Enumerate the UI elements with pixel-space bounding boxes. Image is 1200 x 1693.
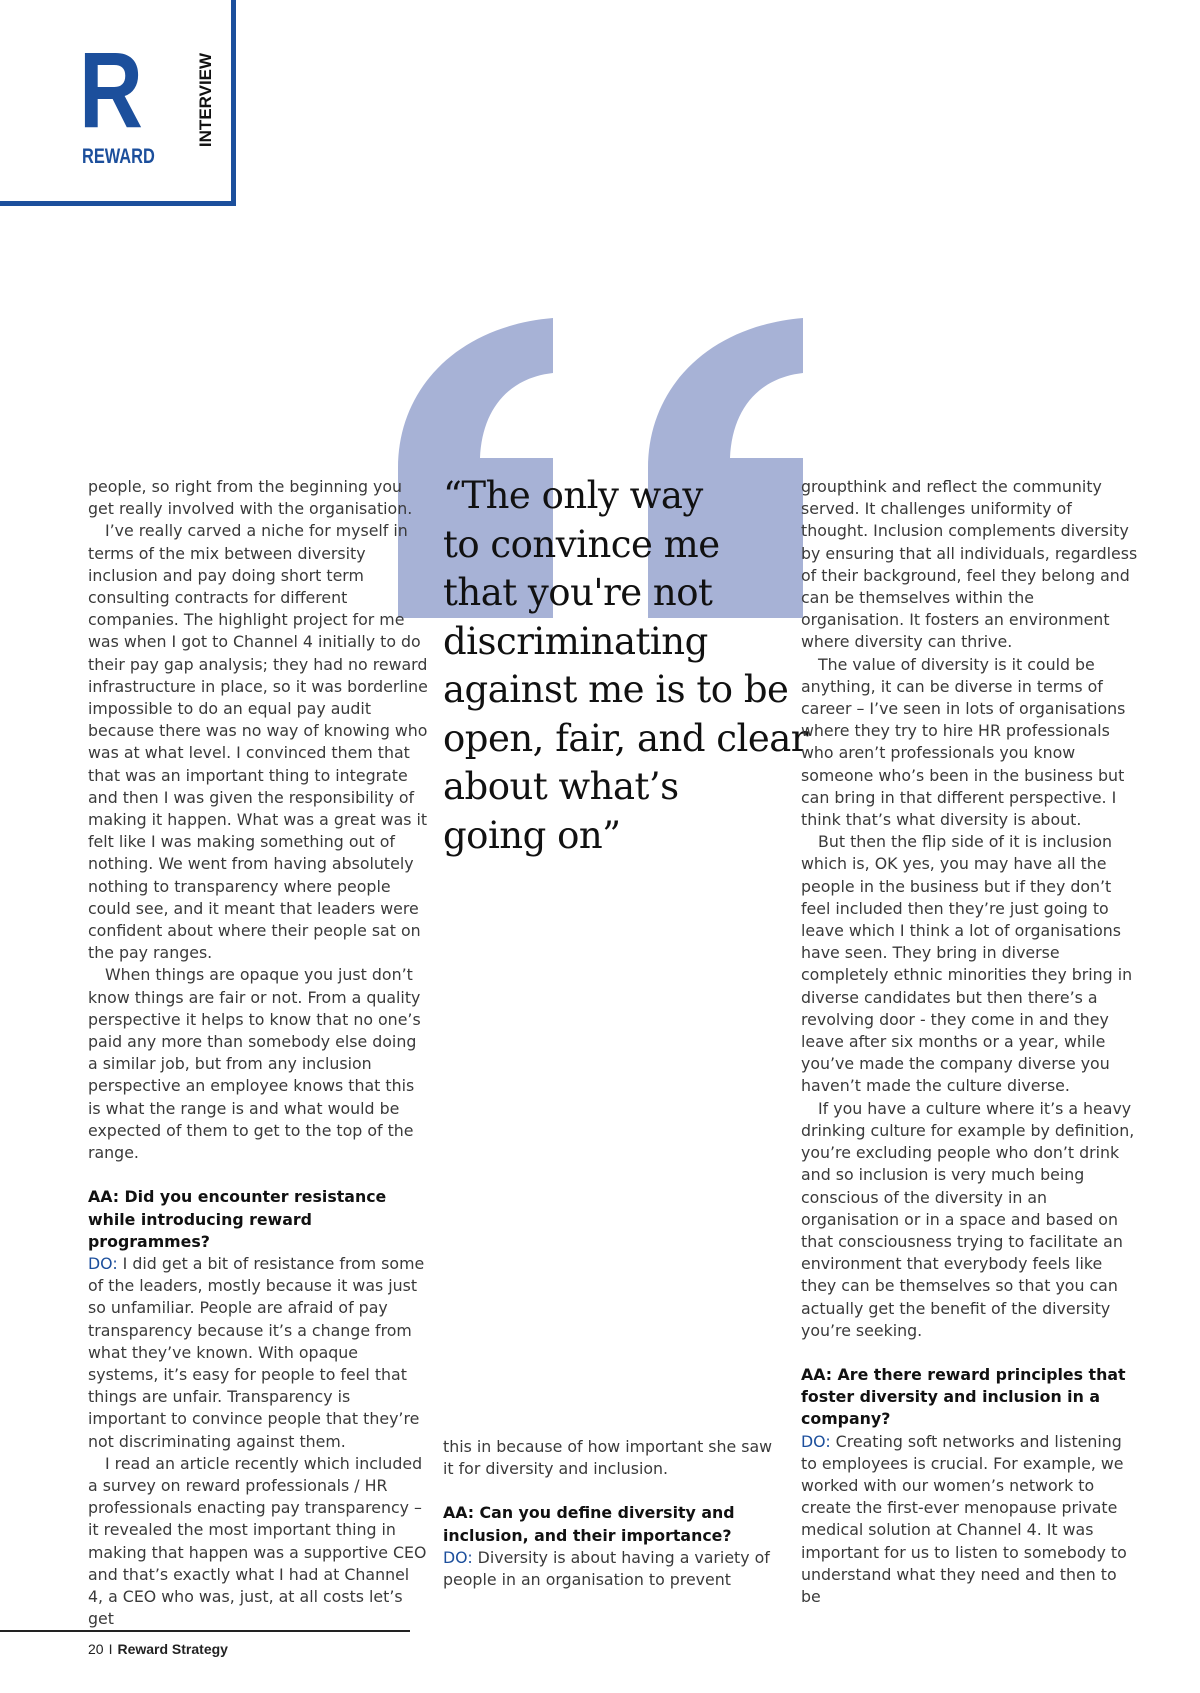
- pull-quote: [443, 472, 808, 860]
- section-label: INTERVIEW: [196, 52, 215, 148]
- answer-text: Creating soft networks and listening to employees is crucial. For example, we worked with our women’s network to create the first-ever menopause private medical solution at Channel 4. It was important for us to listen to somebody to understand what they need and then to be: [801, 1431, 1127, 1606]
- article-column-1: [88, 476, 428, 1630]
- paragraph: When things are opaque you just don’t know things are fair or not. From a quality perspective it helps to know that no one’s paid any more than somebody else doing a similar job, but from any inclusion perspective an employee knows that this is what the range is and what would be expected of them to get to the top of the range.: [88, 965, 421, 1163]
- interview-question: AA: Are there reward principles that foster diversity and inclusion in a company?: [801, 1364, 1126, 1429]
- answer-text: I did get a bit of resistance from some of the leaders, mostly because it was just so unfamiliar. People are afraid of pay transparency because it’s a change from what they’ve known. With opaque systems, it’s easy for people to feel that things are unfair. Transparency is important to convince people that they’re not discriminating against them.: [88, 1253, 425, 1451]
- article-column-3: [801, 476, 1141, 1608]
- interview-question: AA: Can you define diversity and inclusion, and their importance?: [443, 1503, 735, 1545]
- pull-quote-line: discriminating: [443, 619, 708, 663]
- publication-name: Reward Strategy: [117, 1641, 228, 1657]
- paragraph: this in because of how important she saw it for diversity and inclusion.: [443, 1437, 773, 1479]
- article-column-2: [443, 1436, 783, 1591]
- footer-separator: I: [108, 1641, 113, 1657]
- speaker-label: DO:: [443, 1547, 473, 1567]
- interview-answer: [443, 1547, 783, 1591]
- masthead: [0, 0, 236, 206]
- paragraph: people, so right from the beginning you get really involved with the organisation.: [88, 477, 413, 519]
- page-number: 20: [88, 1641, 104, 1657]
- page-footer: [88, 1641, 228, 1657]
- interview-answer: [88, 1253, 428, 1453]
- pull-quote-line: about what’s: [443, 765, 679, 808]
- pull-quote-line: open, fair, and clear: [443, 716, 808, 760]
- footer-divider: [0, 1630, 410, 1632]
- pull-quote-line: that you're not: [443, 571, 713, 614]
- speaker-label: DO:: [801, 1431, 831, 1451]
- pull-quote-line: against me is to be: [443, 668, 789, 711]
- paragraph: If you have a culture where it’s a heavy drinking culture for example by definition, you’re excluding people who don’t drink and so inclusion is very much being conscious of the diversity in an organisation or in a space and based on that consciousness trying to facilitate an environment that everybody feels like they can be themselves so that you can actually get the benefit of the diversity you’re seeking.: [801, 1098, 1135, 1340]
- interview-question: AA: Did you encounter resistance while introducing reward programmes?: [88, 1187, 387, 1251]
- paragraph: groupthink and reflect the community served. It challenges uniformity of thought. Inclusion complements diversity by ensuring that all individuals, regardless of their background, feel they belong and can be themselves within the organisation. It fosters an environment where diversity can thrive.: [801, 477, 1138, 652]
- pull-quote-line: to convince me: [443, 522, 720, 566]
- pull-quote-line: going on”: [443, 813, 621, 857]
- logo-letter: R: [79, 29, 143, 150]
- paragraph: I’ve really carved a niche for myself in terms of the mix between diversity inclusion and pay doing short term consulting contracts for different companies. The highlight project for me was when I got to Channel 4 initially to do their pay gap analysis; they had no reward infrastructure in place, so it was borderline impossible to do an equal pay audit because there was no way of knowing who was at what level. I convinced them that that was an important thing to integrate and then I was given the responsibility of making it happen. What was a great was it felt like I was making something out of nothing. We went from having absolutely nothing to transparency where people could see, and it meant that leaders were confident about where their people sat on the pay ranges.: [88, 521, 428, 963]
- answer-text: Diversity is about having a variety of people in an organisation to prevent: [443, 1547, 770, 1590]
- paragraph: The value of diversity is it could be anything, it can be diverse in terms of career – I’ve seen in lots of organisations where they try to hire HR professionals who aren’t professionals you know someone who’s been in the business but can bring in that different perspective. I think that’s what diversity is about.: [801, 654, 1126, 830]
- paragraph: But then the flip side of it is inclusion which is, OK yes, you may have all the people in the business but if they don’t feel included then they’re just going to leave which I think a lot of organisations have seen. They bring in diverse completely ethnic minorities they bring in diverse candidates but then there’s a revolving door - they come in and they leave after six months or a year, while you’ve made the company diverse you haven’t made the culture diverse.: [801, 832, 1133, 1096]
- interview-answer: [801, 1431, 1141, 1609]
- speaker-label: DO:: [88, 1253, 118, 1273]
- logo-wordmark: REWARD: [82, 145, 155, 168]
- pull-quote-line: “The only way: [443, 474, 703, 517]
- paragraph: I read an article recently which included a survey on reward professionals / HR professionals enacting pay transparency – it revealed the most important thing in making that happen was a supportive CEO and that’s exactly what I had at Channel 4, a CEO who was, just, at all costs let’s get: [88, 1453, 427, 1629]
